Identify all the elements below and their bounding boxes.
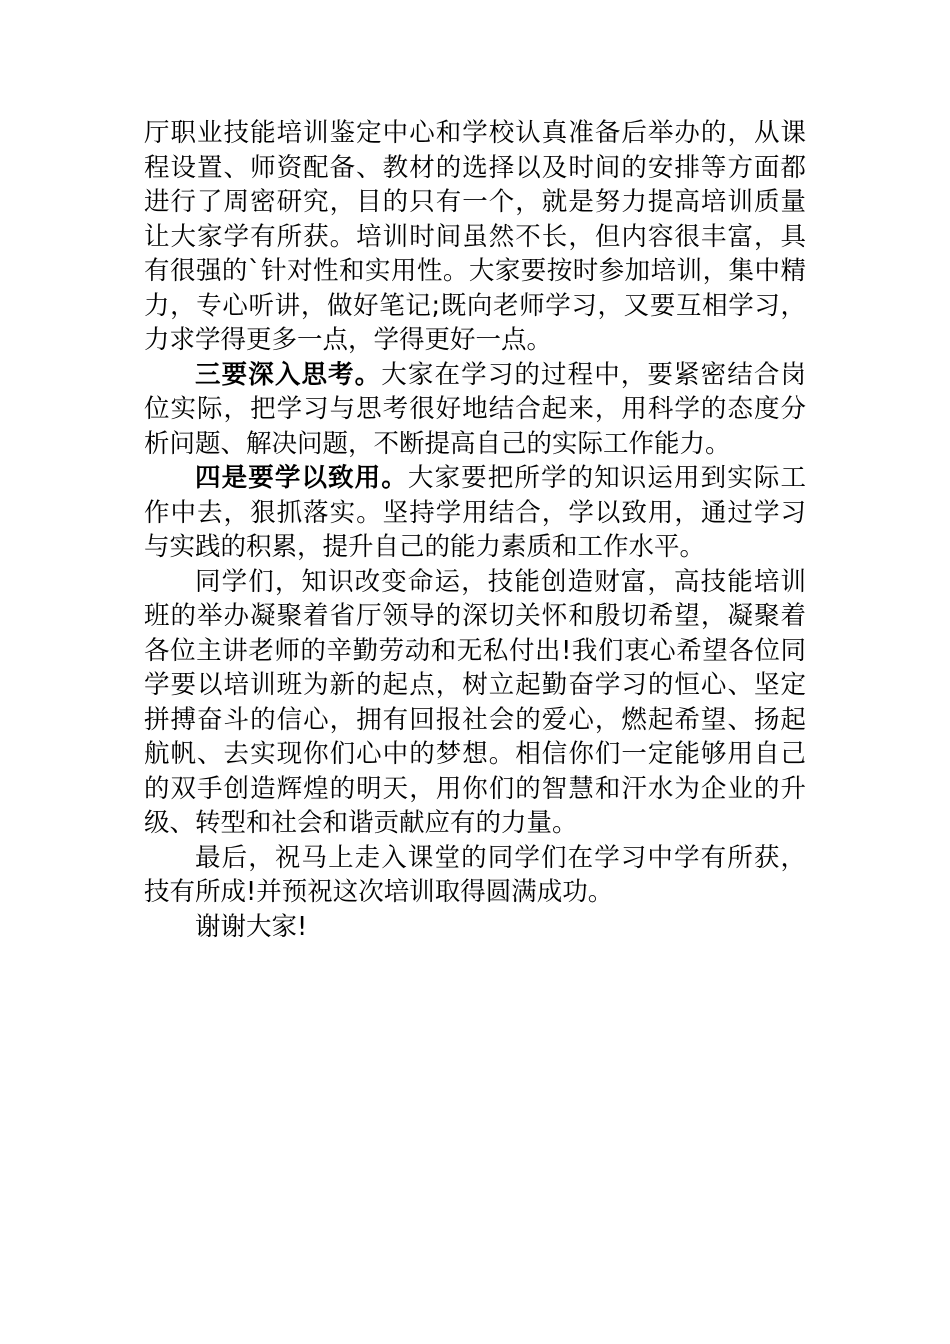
paragraph-2	[144, 358, 806, 462]
paragraph-1-text: 厅职业技能培训鉴定中心和学校认真准备后举办的，从课程设置、师资配备、教材的选择以及时间的安排等方面都进行了周密研究，目的只有一个，就是努力提高培训质量让大家学有所获。培训时间虽然不长，但内容很丰富，具有很强的`针对性和实用性。大家要按时参加培训，集中精力，专心听讲，做好笔记;既向老师学习，又要互相学习，力求学得更多一点，学得更好一点。	[144, 118, 806, 355]
closing-thanks: 谢谢大家!	[195, 911, 308, 942]
paragraph-6	[144, 910, 806, 945]
paragraph-2-text: 大家在学习的过程中，要紧密结合岗位实际，把学习与思考很好地结合起来，用科学的态度分析问题、解决问题，不断提高自己的实际工作能力。	[144, 359, 806, 459]
document-body	[144, 116, 806, 944]
paragraph-5	[144, 841, 806, 910]
paragraph-3-text: 大家要把所学的知识运用到实际工作中去，狠抓落实。坚持学用结合，学以致用，通过学习与实践的积累，提升自己的能力素质和工作水平。	[144, 463, 806, 562]
paragraph-3	[144, 461, 806, 565]
paragraph-4-text: 同学们，知识改变命运，技能创造财富，高技能培训班的举办凝聚着省厅领导的深切关怀和殷切希望，凝聚着各位主讲老师的辛勤劳动和无私付出!我们衷心希望各位同学要以培训班为新的起点，树立起勤奋学习的恒心、坚定拼搏奋斗的信心，拥有回报社会的爱心，燃起希望、扬起航帆、去实现你们心中的梦想。相信你们一定能够用自己的双手创造辉煌的明天，用你们的智慧和汗水为企业的升级、转型和社会和谐贡献应有的力量。	[144, 566, 806, 838]
paragraph-3-heading: 四是要学以致用。	[195, 463, 408, 493]
paragraph-4	[144, 565, 806, 841]
paragraph-2-heading: 三要深入思考。	[195, 359, 382, 390]
paragraph-5-text: 最后，祝马上走入课堂的同学们在学习中学有所获，技有所成!并预祝这次培训取得圆满成功。	[144, 842, 806, 907]
paragraph-1	[144, 116, 806, 358]
